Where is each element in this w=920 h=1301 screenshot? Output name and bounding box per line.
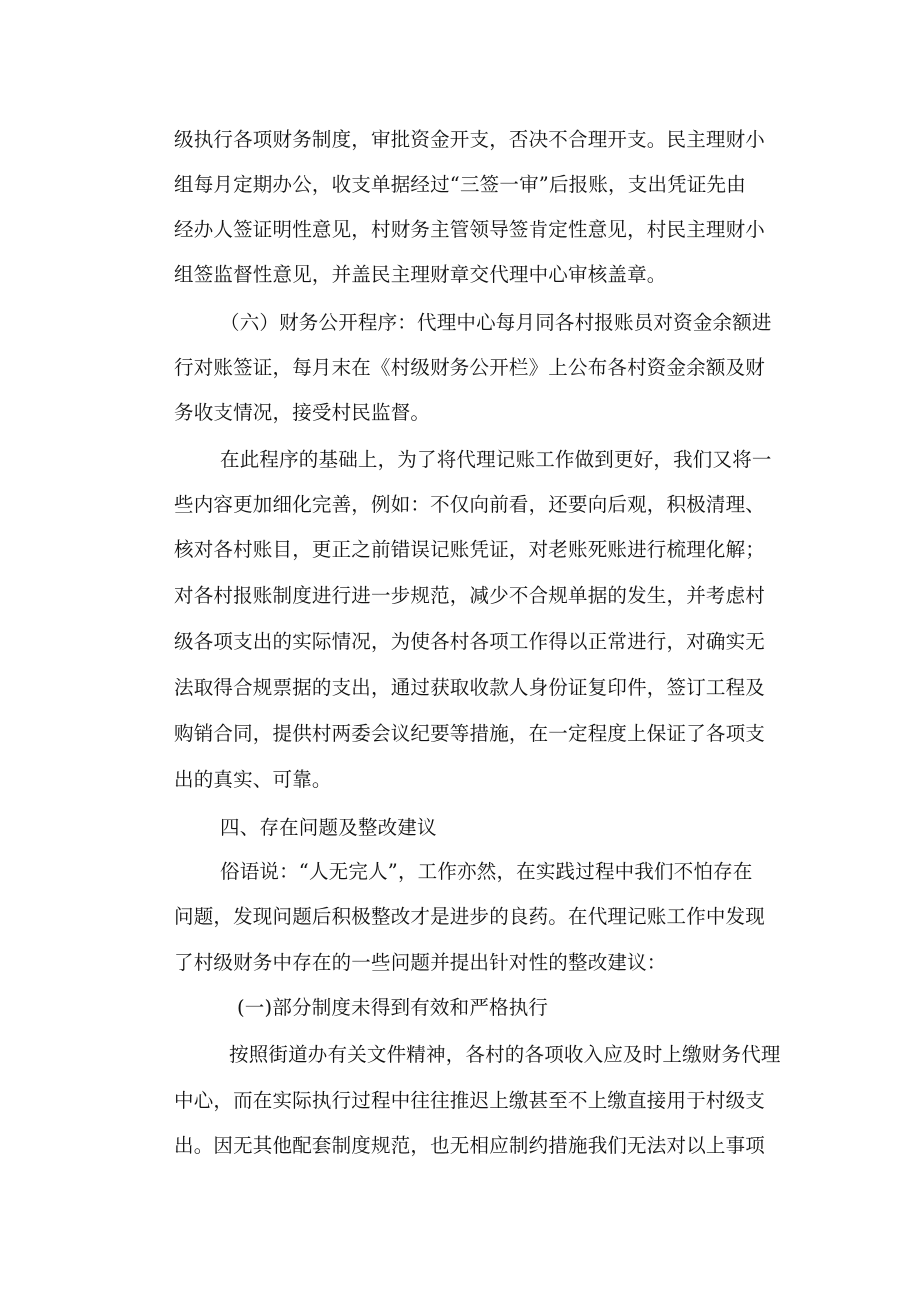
text-line: 级各项支出的实际情况，为使各村各项工作得以正常进行，对确实无: [174, 630, 766, 653]
paragraph-first-line: 在此程序的基础上，为了将代理记账工作做到更好，我们又将一: [220, 448, 772, 471]
text-line: 核对各村账目，更正之前错误记账凭证，对老账死账进行梳理化解；: [174, 538, 766, 561]
paragraph-first-line: 按照街道办有关文件精神，各村的各项收入应及时上缴财务代理: [229, 1043, 781, 1066]
text-line: 购销合同，提供村两委会议纪要等措施，在一定程度上保证了各项支: [174, 722, 766, 745]
text-line: 些内容更加细化完善，例如：不仅向前看，还要向后观，积极清理、: [174, 493, 766, 516]
text-line: 了村级财务中存在的一些问题并提出针对性的整改建议：: [174, 951, 667, 974]
text-line: 经办人签证明性意见，村财务主管领导签肯定性意见，村民主理财小: [174, 218, 766, 241]
text-line: 对各村报账制度进行进一步规范，减少不合规单据的发生，并考虑村: [174, 584, 766, 607]
text-line: 务收支情况，接受村民监督。: [174, 401, 431, 424]
text-line: 组签监督性意见，并盖民主理财章交代理中心审核盖章。: [174, 263, 667, 286]
paragraph-first-line: 俗语说：“人无完人”，工作亦然，在实践过程中我们不怕存在: [220, 860, 753, 883]
text-line: 中心，而在实际执行过程中往往推迟上缴甚至不上缴直接用于村级支: [174, 1089, 766, 1112]
subsection-heading: (一)部分制度未得到有效和严格执行: [237, 996, 549, 1019]
section-heading-line: （六）财务公开程序：代理中心每月同各村报账员对资金余额进: [220, 311, 772, 334]
text-line: 出。因无其他配套制度规范，也无相应制约措施我们无法对以上事项: [174, 1134, 766, 1157]
text-line: 组每月定期办公，收支单据经过“三签一审”后报账，支出凭证先由: [174, 173, 746, 196]
text-line: 法取得合规票据的支出，通过获取收款人身份证复印件，签订工程及: [174, 676, 766, 699]
text-line: 问题，发现问题后积极整改才是进步的良药。在代理记账工作中发现: [174, 905, 766, 928]
text-line: 级执行各项财务制度，审批资金开支，否决不合理开支。民主理财小: [174, 128, 766, 151]
section-heading: 四、存在问题及整改建议: [220, 816, 437, 839]
text-line: 出的真实、可靠。: [174, 768, 332, 791]
text-line: 行对账签证，每月末在《村级财务公开栏》上公布各村资金余额及财: [174, 356, 766, 379]
